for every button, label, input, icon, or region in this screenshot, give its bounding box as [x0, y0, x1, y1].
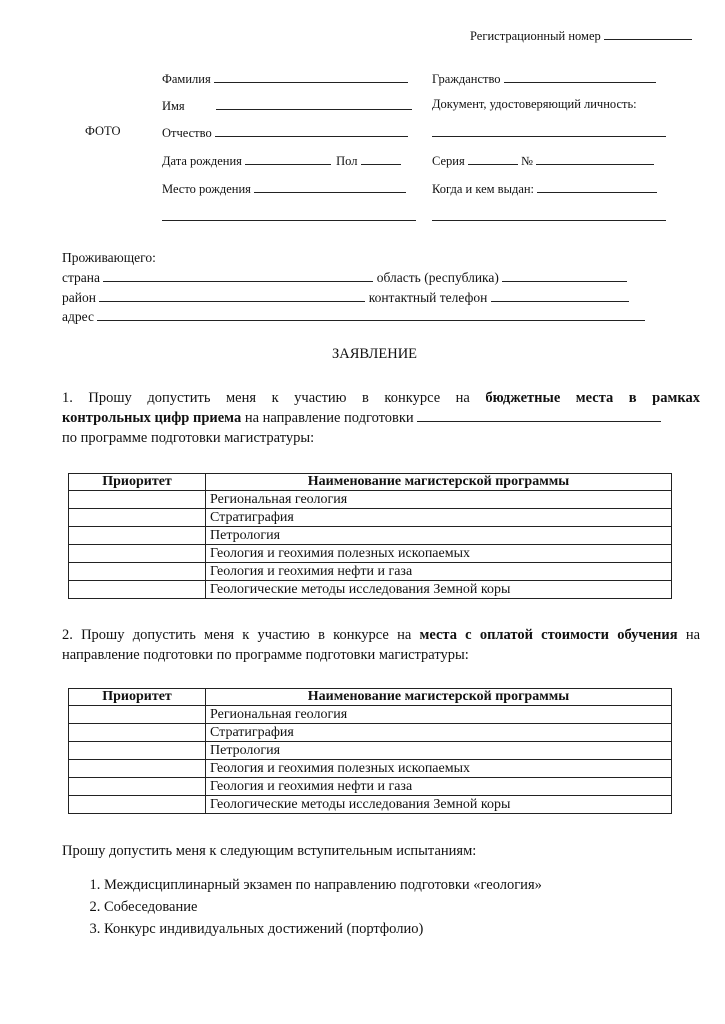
name-row [162, 97, 412, 114]
section1-line1 [62, 389, 700, 408]
section1-direction-label: на направление подготовки [244, 410, 414, 426]
priority-cell[interactable] [69, 724, 206, 742]
table-row [69, 778, 672, 796]
table-row [69, 760, 672, 778]
issued-row-2 [432, 208, 666, 225]
country-row [62, 269, 627, 286]
exams-list [62, 874, 542, 940]
table-row [69, 527, 672, 545]
table-row [69, 581, 672, 599]
priority-cell[interactable] [69, 545, 206, 563]
district-row [62, 289, 629, 306]
name-label: Имя [162, 99, 185, 113]
patronymic-field[interactable] [215, 124, 408, 137]
priority-cell[interactable] [69, 706, 206, 724]
list-item: 3. Конкурс индивидуальных достижений (портфолио) [104, 918, 542, 940]
list-item: 2. Собеседование [104, 896, 542, 918]
birthplace-row [162, 180, 406, 197]
program-cell: Региональная геология [206, 706, 672, 724]
sex-field[interactable] [361, 152, 401, 165]
id-document-row [432, 124, 666, 141]
name-field[interactable] [216, 97, 412, 110]
table-row [69, 706, 672, 724]
priority-cell[interactable] [69, 491, 206, 509]
program-cell: Геологические методы исследования Земной коры [206, 796, 672, 814]
region-field[interactable] [502, 269, 627, 282]
table-row [69, 509, 672, 527]
surname-label: Фамилия [162, 72, 211, 86]
table-row [69, 563, 672, 581]
id-document-label: Документ, удостоверяющий личность: [432, 97, 637, 111]
surname-field[interactable] [214, 70, 408, 83]
exams-intro: Прошу допустить меня к следующим вступительным испытаниям: [62, 843, 477, 859]
registration-number-label: Регистрационный номер [470, 29, 601, 43]
section1-text-start: 1. Прошу допустить меня к участию в конкурсе на [62, 390, 470, 406]
section1-bold-1: бюджетные места в рамках [485, 390, 700, 406]
id-document-field[interactable] [432, 124, 666, 137]
photo-placeholder: ФОТО [85, 124, 121, 138]
program-cell: Геология и геохимия нефти и газа [206, 778, 672, 796]
registration-number [470, 27, 692, 44]
program-column-header: Наименование магистерской программы [206, 689, 672, 706]
table-row [69, 545, 672, 563]
registration-number-field[interactable] [604, 27, 692, 40]
birthplace-field-2[interactable] [162, 208, 416, 221]
priority-cell[interactable] [69, 563, 206, 581]
birthdate-label: Дата рождения [162, 154, 242, 168]
addr-row [62, 308, 645, 325]
phone-label: контактный телефон [368, 290, 488, 305]
birthplace-row-2 [162, 208, 416, 225]
budget-programs-table [68, 473, 672, 599]
birthdate-row [162, 152, 401, 169]
addr-field[interactable] [97, 308, 645, 321]
issued-row [432, 180, 657, 197]
program-cell: Стратиграфия [206, 724, 672, 742]
citizenship-label: Гражданство [432, 72, 501, 86]
priority-column-header: Приоритет [69, 474, 206, 491]
priority-cell[interactable] [69, 796, 206, 814]
series-row [432, 152, 654, 169]
table-header-row [69, 689, 672, 706]
issued-field-2[interactable] [432, 208, 666, 221]
program-cell: Петрология [206, 527, 672, 545]
paid-programs-table [68, 688, 672, 814]
program-cell: Геология и геохимия полезных ископаемых [206, 545, 672, 563]
issued-label: Когда и кем выдан: [432, 182, 535, 196]
statement-title: ЗАЯВЛЕНИЕ [332, 346, 418, 362]
section1-line2 [62, 409, 700, 428]
citizenship-row [432, 70, 656, 87]
priority-cell[interactable] [69, 778, 206, 796]
section1-direction-field[interactable] [417, 409, 661, 422]
program-cell: Геологические методы исследования Земной коры [206, 581, 672, 599]
table-row [69, 796, 672, 814]
sex-label: Пол [336, 154, 358, 168]
table-row [69, 491, 672, 509]
district-label: район [62, 290, 96, 305]
priority-cell[interactable] [69, 742, 206, 760]
region-label: область (республика) [376, 270, 499, 285]
table-header-row [69, 474, 672, 491]
citizenship-field[interactable] [504, 70, 656, 83]
section2-bold: места с оплатой стоимости обучения [419, 627, 678, 643]
issued-field[interactable] [537, 180, 657, 193]
priority-cell[interactable] [69, 581, 206, 599]
program-cell: Петрология [206, 742, 672, 760]
program-cell: Геология и геохимия нефти и газа [206, 563, 672, 581]
priority-column-header: Приоритет [69, 689, 206, 706]
table-row [69, 724, 672, 742]
program-column-header: Наименование магистерской программы [206, 474, 672, 491]
number-label: № [520, 154, 533, 168]
section1-line3: по программе подготовки магистратуры: [62, 430, 315, 446]
number-field[interactable] [536, 152, 654, 165]
phone-field[interactable] [491, 289, 629, 302]
addr-label: адрес [62, 309, 94, 324]
priority-cell[interactable] [69, 509, 206, 527]
section1-bold-2: контрольных цифр приема [62, 410, 242, 426]
birthplace-label: Место рождения [162, 182, 251, 196]
surname-row [162, 70, 408, 87]
patronymic-row [162, 124, 408, 141]
country-label: страна [62, 270, 101, 285]
list-item: 1. Междисциплинарный экзамен по направлению подготовки «геология» [104, 874, 542, 896]
program-cell: Региональная геология [206, 491, 672, 509]
program-cell: Стратиграфия [206, 509, 672, 527]
section2-text-start: 2. Прошу допустить меня к участию в конкурсе на [62, 627, 412, 643]
series-label: Серия [432, 154, 465, 168]
priority-cell[interactable] [69, 527, 206, 545]
birthplace-field[interactable] [254, 180, 406, 193]
address-heading: Проживающего: [62, 250, 156, 265]
program-cell: Геология и геохимия полезных ископаемых [206, 760, 672, 778]
patronymic-label: Отчество [162, 126, 212, 140]
country-field[interactable] [103, 269, 373, 282]
section2-line1 [62, 626, 700, 645]
district-field[interactable] [99, 289, 365, 302]
birthdate-field[interactable] [245, 152, 331, 165]
section2-text-na: на [685, 627, 701, 643]
table-row [69, 742, 672, 760]
series-field[interactable] [468, 152, 518, 165]
section2-line2: направление подготовки по программе подготовки магистратуры: [62, 647, 469, 663]
priority-cell[interactable] [69, 760, 206, 778]
